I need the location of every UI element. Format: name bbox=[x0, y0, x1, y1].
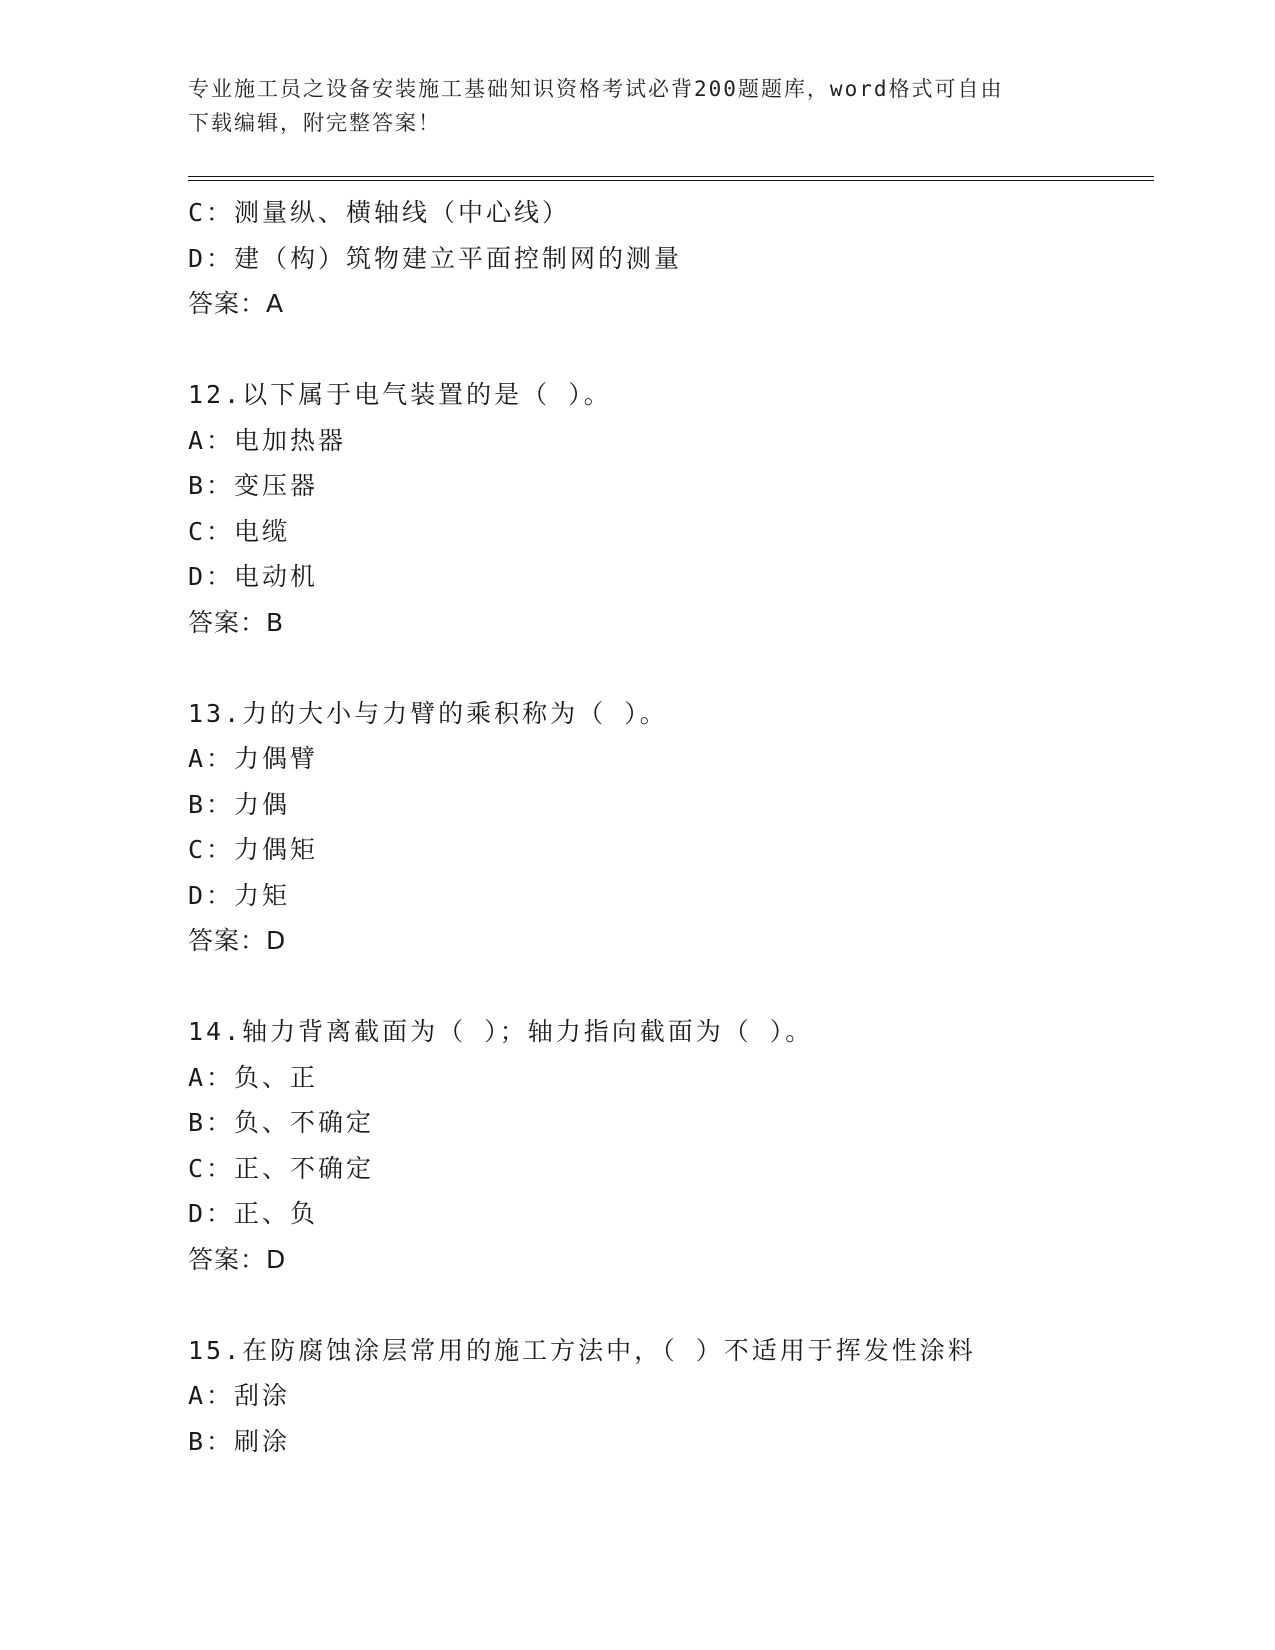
document-header bbox=[188, 72, 1088, 140]
option-d: D：力矩 bbox=[188, 880, 291, 910]
option-a: A：电加热器 bbox=[188, 425, 347, 455]
option-d: D：建（构）筑物建立平面控制网的测量 bbox=[188, 243, 683, 273]
option-c: C：测量纵、横轴线（中心线） bbox=[188, 198, 571, 227]
header-line-2: 下载编辑，附完整答案！ bbox=[188, 111, 441, 135]
option-a: A：刮涂 bbox=[188, 1381, 291, 1410]
option-c: C：力偶矩 bbox=[188, 835, 319, 864]
header-line-1: 专业施工员之设备安装施工基础知识资格考试必背200题题库，word格式可自由 bbox=[188, 77, 1004, 101]
answer: 答案：A bbox=[188, 289, 285, 318]
option-d: D：正、负 bbox=[188, 1199, 319, 1228]
option-a: A：负、正 bbox=[188, 1062, 319, 1092]
spacer bbox=[188, 1282, 1168, 1328]
answer: 答案：D bbox=[188, 926, 287, 955]
question-13 bbox=[188, 691, 1168, 964]
question-list bbox=[188, 190, 1168, 1464]
option-b: B：负、不确定 bbox=[188, 1108, 375, 1137]
header-double-rule bbox=[188, 176, 1154, 181]
question-11-tail bbox=[188, 190, 1168, 327]
answer: 答案：D bbox=[188, 1244, 287, 1274]
question-text: 14.轴力背离截面为（ ）；轴力指向截面为（ ）。 bbox=[188, 1017, 814, 1046]
spacer bbox=[188, 645, 1168, 691]
option-c: C：电缆 bbox=[188, 516, 291, 546]
question-12 bbox=[188, 372, 1168, 645]
option-b: B：刷涂 bbox=[188, 1426, 291, 1456]
question-15 bbox=[188, 1328, 1168, 1465]
option-d: D：电动机 bbox=[188, 562, 319, 591]
option-b: B：变压器 bbox=[188, 471, 319, 500]
option-a: A：力偶臂 bbox=[188, 744, 319, 773]
question-text: 12.以下属于电气装置的是（ ）。 bbox=[188, 380, 612, 409]
question-text: 13.力的大小与力臂的乘积称为（ ）。 bbox=[188, 698, 668, 728]
question-text: 15.在防腐蚀涂层常用的施工方法中，（ ）不适用于挥发性涂料 bbox=[188, 1335, 976, 1365]
option-c: C：正、不确定 bbox=[188, 1153, 375, 1183]
spacer bbox=[188, 964, 1168, 1010]
spacer bbox=[188, 327, 1168, 373]
question-14 bbox=[188, 1009, 1168, 1282]
answer: 答案：B bbox=[188, 607, 285, 637]
option-b: B：力偶 bbox=[188, 789, 291, 819]
